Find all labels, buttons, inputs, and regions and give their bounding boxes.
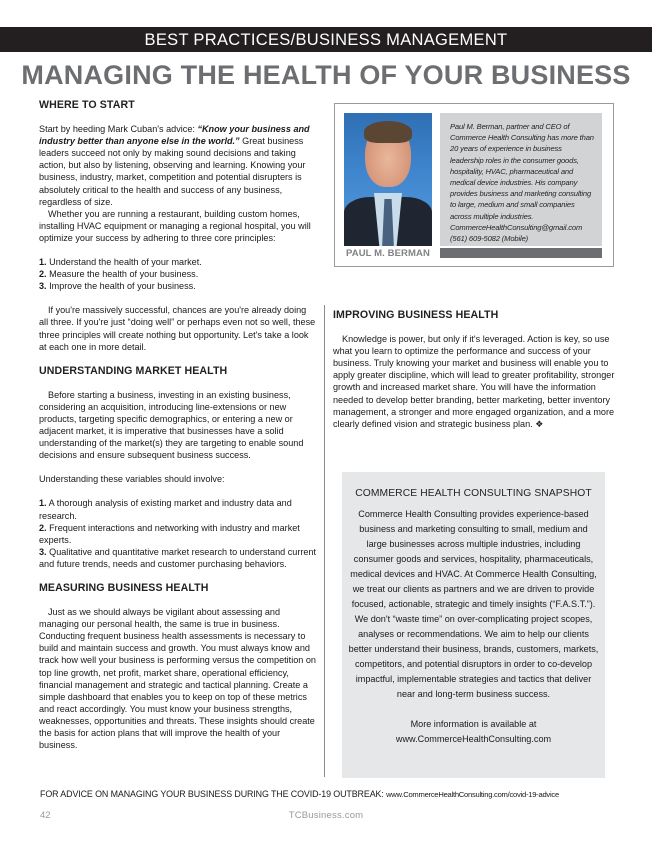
heading-improving-business-health: IMPROVING BUSINESS HEALTH: [333, 309, 499, 321]
publication-site: TCBusiness.com: [288, 810, 364, 821]
list-item: 3. Improve the health of your business.: [39, 281, 196, 292]
heading-where-to-start: WHERE TO START: [39, 99, 135, 111]
snapshot-heading: COMMERCE HEALTH CONSULTING SNAPSHOT: [355, 488, 592, 499]
list-item: 3. Qualitative and quantitative market research to understand current and future trends, needs and customer purchasing behaviors.: [39, 546, 317, 569]
bio-accent-bar: [440, 248, 602, 258]
cuban-quote: “Know your business and industry better than anyone else in the world.”: [39, 124, 310, 147]
variables-list: [39, 497, 317, 570]
list-item: 1. A thorough analysis of existing market and industry data and research.: [39, 498, 292, 521]
understanding-paragraph-1: Before starting a business, investing in an existing business, considering an acquisition, introducing line-extensions or new products, targeting specific demographics, or entering a new or adjacent market, it is imperative that businesses have a solid understanding of the market(s) they are targeting to enable sound decisions and ensure subsequent business success.: [39, 389, 304, 461]
where-to-start-paragraph-3: If you're massively successful, chances are you're already doing all three. If you're just “doing well” or perhaps even not so well, these three principles will create nothing but opportunity. Let's take a look at each one in more detail.: [39, 305, 316, 352]
snapshot-website-link[interactable]: www.CommerceHealthConsulting.com: [395, 734, 552, 744]
page-number: 42: [40, 810, 51, 821]
covid-advice-link[interactable]: www.CommerceHealthConsulting.com/covid-19-advice: [386, 790, 559, 799]
author-phone: (561) 609-5082 (Mobile): [450, 234, 529, 244]
left-column: [39, 99, 317, 751]
snapshot-body: Commerce Health Consulting provides experience-based business and marketing consulting to small, medium and large businesses across multiple industries, including consumer goods and services, hospitality, pharmaceuticals, medical devices and HVAC. At Commerce Health Consulting, we treat our clients as partners and we are driven to provide focused, actionable, strategic and timely insights (“F.A.S.T.”). We don't “waste time” on over-complicating project scopes, analyses or recommendations. We aim to help our clients better understand their business, brands, customers, markets, competitors, and potential disruptors in order to co-develop impactful, implementable strategies and tactics that deliver near and long-term business success.: [348, 509, 599, 699]
column-divider: [324, 305, 325, 777]
where-to-start-paragraph-2: Whether you are running a restaurant, building custom homes, installing HVAC equipment or managing a regional hospital, you will optimize your success by adhering to three core principles:: [39, 208, 311, 243]
snapshot-sidebar: [342, 472, 605, 778]
improving-paragraph-1: Knowledge is power, but only if it's leveraged. Action is key, so use what you learn to optimize the performance and success of your business. Truly knowing your market and business will enable you to apply greater discipline, which will lead to greater profitability, stronger growth and increased market share. You will have the information needed to develop better branding, better marketing, better inventory management, a stronger and more engaged organization, and a more clearly defined vision and strategic business plan. ❖: [333, 334, 615, 429]
covid-advice-line: FOR ADVICE ON MANAGING YOUR BUSINESS DURING THE COVID-19 OUTBREAK: www.CommerceHealthConsulting.com/covid-19-advice: [40, 789, 559, 799]
where-to-start-paragraph-1: Start by heeding Mark Cuban's advice: “Know your business and industry better than anyone else in the world.” Great business leaders succeed not only by making sound decisions and taking action, but also by listening, observing and learning. Knowing your business, industry, market, competition and potential disrupters is absolutely critical to the health and success of any business, regardless of size.: [39, 124, 310, 207]
right-column: [333, 309, 617, 430]
list-item: 2. Measure the health of your business.: [39, 269, 199, 280]
heading-understanding-market-health: UNDERSTANDING MARKET HEALTH: [39, 364, 228, 377]
principles-list: [39, 256, 317, 292]
author-name-caption: PAUL M. BERMAN: [346, 248, 430, 259]
author-photo: [344, 113, 432, 246]
author-bio-box: [334, 103, 614, 267]
list-item: 2. Frequent interactions and networking with industry and market experts.: [39, 522, 300, 545]
author-email[interactable]: CommerceHealthConsulting@gmail.com: [450, 222, 583, 232]
section-banner: BEST PRACTICES/BUSINESS MANAGEMENT: [0, 27, 652, 52]
measuring-paragraph-1: Just as we should always be vigilant about assessing and managing our personal health, the same is true in business. Conducting frequent business health assessments is necessary to build and maintain success and growth. You must always know and track how well your business is performing versus the competition on top line growth, net profit, market share, operational efficiency, financial management and strategic and tactical planning. Create a simple dashboard that enables you to keep on top of these metrics and react accordingly. You must know your business strengths, weaknesses, opportunities and threats. These insights should create the basis for action plans that will improve the health of your business.: [39, 607, 316, 751]
page-title: MANAGING THE HEALTH OF YOUR BUSINESS: [21, 60, 631, 90]
heading-measuring-business-health: MEASURING BUSINESS HEALTH: [39, 582, 209, 594]
snapshot-more-label: More information is available at: [410, 719, 537, 729]
author-bio: Paul M. Berman, partner and CEO of Commerce Health Consulting has more than 20 years of experience in business leadership roles in the consumer goods, hospitality, HVAC, pharmaceutical and medical device industries. His company provides business and marketing consulting to large, medium and small companies across multiple industries. CommerceHealthConsulting@gmail.com (561) 609-5082 (Mobile): [440, 113, 602, 246]
understanding-paragraph-2: Understanding these variables should involve:: [39, 474, 225, 485]
list-item: 1. Understand the health of your market.: [39, 257, 202, 268]
